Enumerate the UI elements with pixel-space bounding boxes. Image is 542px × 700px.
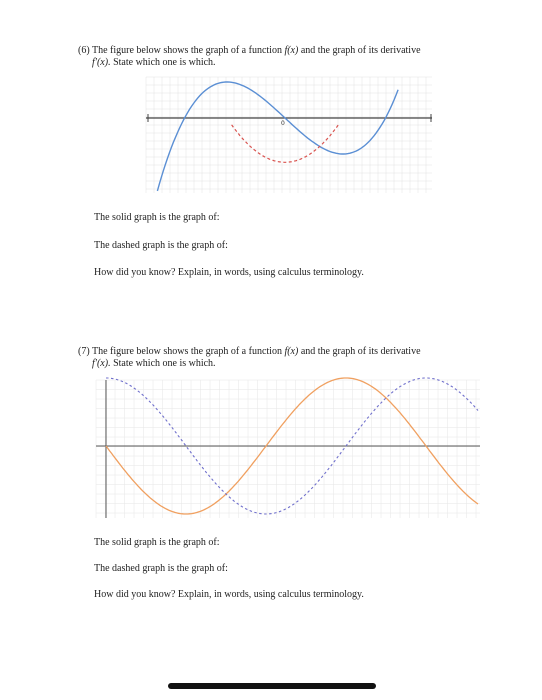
math-f: f(x) (284, 346, 299, 357)
math-fprime: f′(x). (92, 358, 111, 369)
prompt-text: The figure below shows the graph of a function (92, 346, 282, 357)
problem-6-question: How did you know? Explain, in words, using calculus terminology. (94, 267, 364, 278)
prompt-text: State which one is which. (113, 358, 216, 369)
problem-6-solid-line: The solid graph is the graph of: (94, 212, 220, 223)
prompt-text: and the graph of its derivative (300, 346, 421, 357)
home-indicator (168, 683, 376, 689)
problem-6-graph (140, 75, 440, 195)
origin-label: 0 (281, 120, 285, 127)
problem-7-solid-line: The solid graph is the graph of: (94, 537, 220, 548)
prompt-text: and the graph of its derivative (300, 45, 421, 56)
problem-7-graph (94, 376, 484, 521)
prompt-text: State which one is which. (113, 57, 216, 68)
math-f: f(x) (284, 45, 299, 56)
problem-number: (6) (78, 45, 90, 56)
grid (146, 77, 432, 193)
problem-number: (7) (78, 346, 90, 357)
problem-6-dashed-line: The dashed graph is the graph of: (94, 240, 228, 251)
dashed-curve (232, 125, 339, 163)
problem-7-dashed-line: The dashed graph is the graph of: (94, 563, 228, 574)
grid (96, 380, 480, 518)
problem-7-question: How did you know? Explain, in words, using calculus terminology. (94, 589, 364, 600)
problem-7-prompt (78, 346, 498, 370)
prompt-text: The figure below shows the graph of a function (92, 45, 282, 56)
problem-6-prompt (78, 45, 498, 69)
math-fprime: f′(x). (92, 57, 111, 68)
